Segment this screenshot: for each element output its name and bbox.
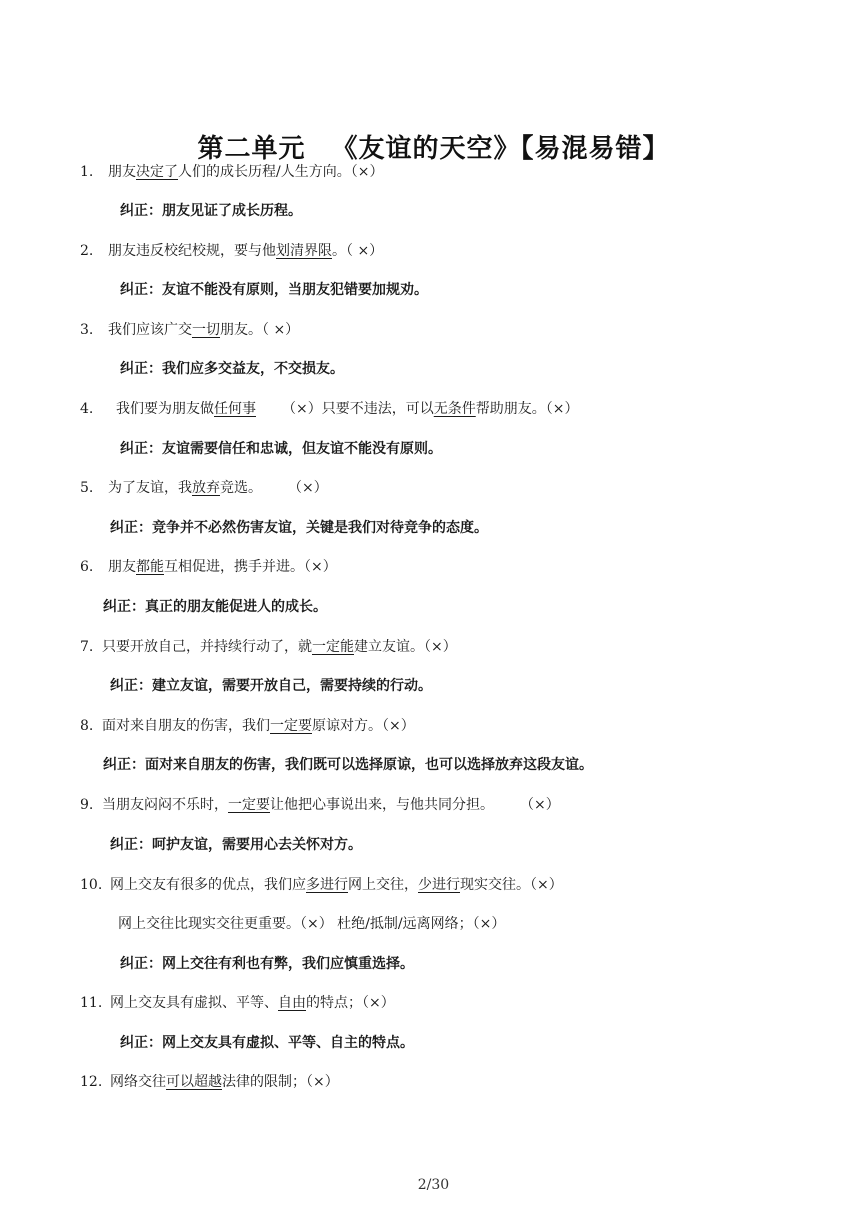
item-statement xyxy=(80,716,415,736)
underlined-keyword: 可以超越 xyxy=(166,1074,222,1090)
item-statement xyxy=(80,993,395,1013)
item-statement xyxy=(80,399,578,419)
text-segment: 帮助朋友。（×） xyxy=(475,401,579,417)
text-segment: 纠正：网上交往有利也有弊，我们应慎重选择。 xyxy=(120,956,414,972)
text-segment: 现实交往。（×） xyxy=(460,877,563,893)
item-correction xyxy=(103,755,593,775)
item-extra-statement xyxy=(118,914,505,934)
text-segment: 建立友谊。（×） xyxy=(354,639,457,655)
underlined-keyword: 少进行 xyxy=(418,877,460,893)
item-statement xyxy=(80,478,328,498)
text-segment: 纠正：真正的朋友能促进人的成长。 xyxy=(103,599,327,615)
item-correction xyxy=(103,597,327,617)
text-segment: 竞选。 xyxy=(220,480,262,496)
text-segment: 为了友谊，我 xyxy=(108,480,192,496)
text-segment: 互相促进，携手并进。（×） xyxy=(164,559,337,575)
text-segment: 纠正：建立友谊，需要开放自己，需要持续的行动。 xyxy=(110,678,432,694)
item-number: 3. xyxy=(80,322,94,338)
text-segment: 纠正：面对来自朋友的伤害，我们既可以选择原谅，也可以选择放弃这段友谊。 xyxy=(103,757,593,773)
underlined-keyword: 一定能 xyxy=(312,639,354,655)
title-topic: 《友谊的天空》【易混易错】 xyxy=(331,134,670,164)
text-segment: 朋友。（ ×） xyxy=(220,322,300,338)
text-segment: 网上交友有很多的优点，我们应 xyxy=(110,877,306,893)
text-segment: 纠正：友谊不能没有原则，当朋友犯错要加规劝。 xyxy=(120,282,428,298)
underlined-keyword: 决定了 xyxy=(136,164,178,180)
item-correction xyxy=(110,835,362,855)
item-number: 12. xyxy=(80,1074,103,1090)
item-statement xyxy=(80,875,563,895)
underlined-keyword: 都能 xyxy=(136,559,164,575)
underlined-keyword: 划清界限 xyxy=(276,243,332,259)
text-segment: 网上交友具有虚拟、平等、 xyxy=(110,995,278,1011)
underlined-keyword: 一定要 xyxy=(228,797,270,813)
text-segment: 纠正：呵护友谊，需要用心去关怀对方。 xyxy=(110,837,362,853)
item-correction xyxy=(120,439,442,459)
text-segment: 原谅对方。（×） xyxy=(312,718,415,734)
item-correction xyxy=(110,518,488,538)
text-segment: 网上交往比现实交往更重要。（×） 杜绝/抵制/远离网络；（×） xyxy=(118,916,506,932)
title-unit: 第二单元 xyxy=(197,134,306,164)
item-correction xyxy=(120,280,428,300)
item-correction xyxy=(120,954,414,974)
text-segment: 。（ ×） xyxy=(332,243,384,259)
text-segment: 纠正：友谊需要信任和忠诚，但友谊不能没有原则。 xyxy=(120,441,442,457)
item-number: 8. xyxy=(80,718,94,734)
text-segment: 我们应该广交 xyxy=(108,322,192,338)
text-segment: （×）只要不违法，可以 xyxy=(282,401,434,417)
item-number: 1. xyxy=(80,164,94,180)
item-number: 4. xyxy=(80,401,94,417)
item-statement xyxy=(80,162,383,182)
text-segment: 纠正：朋友见证了成长历程。 xyxy=(120,203,302,219)
item-number: 2. xyxy=(80,243,94,259)
item-statement xyxy=(80,637,457,657)
text-segment: 网络交往 xyxy=(110,1074,166,1090)
text-segment: （×） xyxy=(288,480,328,496)
item-statement xyxy=(80,795,560,815)
item-statement xyxy=(80,241,383,261)
underlined-keyword: 任何事 xyxy=(214,401,256,417)
text-segment: 朋友 xyxy=(108,559,136,575)
item-number: 11. xyxy=(80,995,103,1011)
text-segment: 法律的限制；（×） xyxy=(222,1074,339,1090)
text-segment: 的特点；（×） xyxy=(306,995,395,1011)
item-number: 10. xyxy=(80,877,103,893)
text-segment: 人们的成长历程/人生方向。（×） xyxy=(178,164,384,180)
item-statement xyxy=(80,557,337,577)
text-segment: 网上交往， xyxy=(348,877,418,893)
item-number: 6. xyxy=(80,559,94,575)
text-segment: 面对来自朋友的伤害，我们 xyxy=(102,718,270,734)
underlined-keyword: 无条件 xyxy=(433,401,476,417)
item-number: 9. xyxy=(80,797,94,813)
page-title xyxy=(0,128,867,165)
page-number: 2/30 xyxy=(417,1177,450,1193)
text-segment: 纠正：网上交友具有虚拟、平等、自主的特点。 xyxy=(120,1035,414,1051)
item-number: 7. xyxy=(80,639,94,655)
text-segment: 当朋友闷闷不乐时， xyxy=(102,797,228,813)
text-segment: （×） xyxy=(520,797,560,813)
text-segment: 我们要为朋友做 xyxy=(116,401,214,417)
text-segment: 纠正：竞争并不必然伤害友谊，关键是我们对待竞争的态度。 xyxy=(110,520,488,536)
item-correction xyxy=(120,359,344,379)
text-segment: 让他把心事说出来，与他共同分担。 xyxy=(270,797,494,813)
underlined-keyword: 自由 xyxy=(278,995,306,1011)
underlined-keyword: 一定要 xyxy=(270,718,312,734)
text-segment: 朋友违反校纪校规，要与他 xyxy=(108,243,276,259)
underlined-keyword: 一切 xyxy=(192,322,220,338)
item-correction xyxy=(120,1033,414,1053)
text-segment: 纠正：我们应多交益友，不交损友。 xyxy=(120,361,344,377)
item-number: 5. xyxy=(80,480,94,496)
text-segment: 朋友 xyxy=(108,164,136,180)
underlined-keyword: 多进行 xyxy=(306,877,348,893)
item-statement xyxy=(80,1072,339,1092)
underlined-keyword: 放弃 xyxy=(192,480,220,496)
text-segment: 只要开放自己，并持续行动了，就 xyxy=(102,639,312,655)
item-statement xyxy=(80,320,299,340)
item-correction xyxy=(110,676,432,696)
item-correction xyxy=(120,201,302,221)
